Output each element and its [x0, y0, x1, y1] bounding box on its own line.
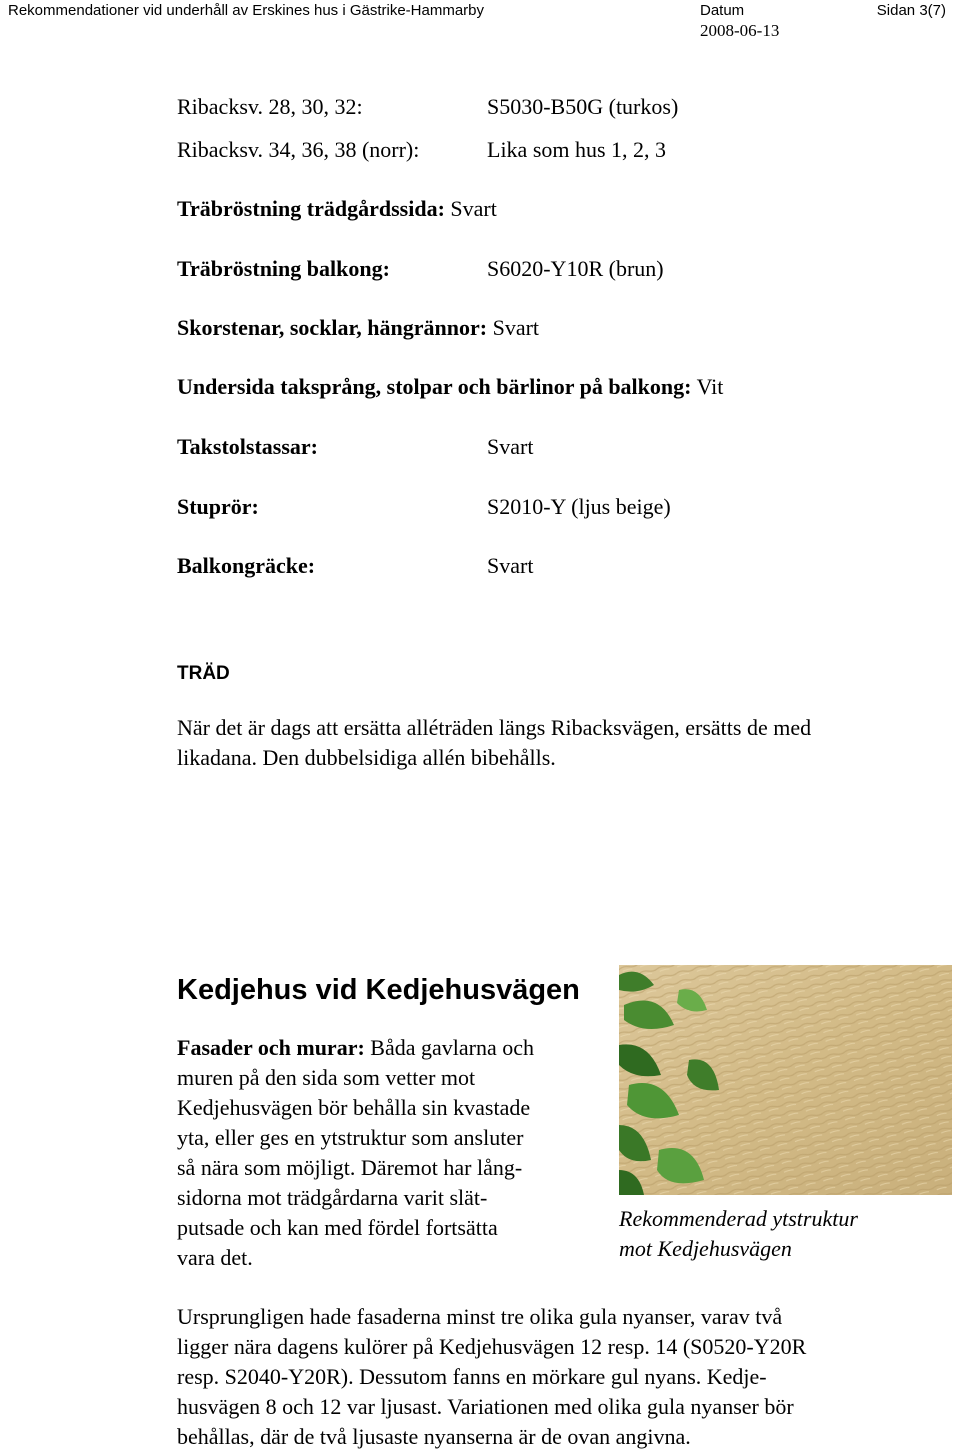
stupror-value: S2010-Y (ljus beige): [487, 494, 671, 519]
trad-heading: TRÄD: [177, 663, 230, 684]
caption-line: Rekommenderad ytstruktur: [619, 1206, 858, 1231]
trabrostning-tradgard-row: [177, 196, 497, 222]
fasader-first-line: [177, 1033, 534, 1063]
skorstenar-value: Svart: [492, 315, 540, 340]
trad-paragraph: [177, 713, 811, 773]
bottom-line: Ursprungligen hade fasaderna minst tre olika gula nyanser, varav två: [177, 1304, 783, 1329]
bottom-paragraph: [177, 1302, 806, 1452]
trad-line: När det är dags att ersätta alléträden längs Ribacksvägen, ersätts de med: [177, 715, 812, 740]
stupror-label: Stuprör:: [177, 494, 259, 519]
wall-texture-photo: [619, 965, 952, 1195]
undersida-value: Vit: [696, 374, 724, 399]
ribacksv-34-value: Lika som hus 1, 2, 3: [487, 137, 667, 162]
balkongracke-value: Svart: [487, 553, 534, 578]
trabrostning-balkong-value: S6020-Y10R (brun): [487, 256, 664, 281]
fasader-line: sidorna mot trädgårdarna varit slät-: [177, 1185, 488, 1210]
trabrostning-tradgard-value: Svart: [450, 196, 497, 221]
trabrostning-balkong-label: Träbröstning balkong:: [177, 256, 390, 281]
takstolstassar-value: Svart: [487, 434, 534, 459]
bottom-line: behållas, där de två ljusaste nyanserna är de ovan angivna.: [177, 1424, 691, 1449]
trad-line: likadana. Den dubbelsidiga allén bibehålls.: [177, 745, 556, 770]
fasader-line: Kedjehusvägen bör behålla sin kvastade: [177, 1095, 531, 1120]
caption-line: mot Kedjehusvägen: [619, 1236, 792, 1261]
header-page-number: Sidan 3(7): [876, 2, 946, 19]
fasader-line: muren på den sida som vetter mot: [177, 1065, 476, 1090]
kedjehus-heading: Kedjehus vid Kedjehusvägen: [177, 974, 580, 1006]
fasader-line: yta, eller ges en ytstruktur som ansluter: [177, 1125, 524, 1150]
balkongracke-label: Balkongräcke:: [177, 553, 316, 578]
undersida-label: Undersida taksprång, stolpar och bärlinor på balkong:: [177, 374, 692, 399]
fasader-first-line-rest: Båda gavlarna och: [370, 1035, 534, 1060]
photo-caption: [619, 1204, 858, 1264]
header-date: 2008-06-13: [700, 21, 780, 40]
fasader-label: Fasader och murar:: [177, 1035, 365, 1060]
ribacksv-28-value: S5030-B50G (turkos): [487, 94, 679, 119]
takstolstassar-label: Takstolstassar:: [177, 434, 318, 459]
fasader-line: vara det.: [177, 1245, 253, 1270]
bottom-line: ligger nära dagens kulörer på Kedjehusvägen 12 resp. 14 (S0520-Y20R: [177, 1334, 807, 1359]
header-title: Rekommendationer vid underhåll av Erskines hus i Gästrike-Hammarby: [8, 2, 485, 19]
ribacksv-28-label: Ribacksv. 28, 30, 32:: [177, 94, 363, 119]
header-datum-label: Datum: [700, 2, 745, 19]
fasader-line: så nära som möjligt. Däremot har lång-: [177, 1155, 523, 1180]
fasader-line: putsade och kan med fördel fortsätta: [177, 1215, 498, 1240]
undersida-row: [177, 374, 723, 400]
bottom-line: husvägen 8 och 12 var ljusast. Variationen med olika gula nyanser bör: [177, 1394, 794, 1419]
trabrostning-tradgard-label: Träbröstning trädgårdssida:: [177, 196, 445, 221]
skorstenar-row: [177, 315, 539, 341]
fasader-paragraph: [177, 1033, 534, 1273]
ribacksv-34-label: Ribacksv. 34, 36, 38 (norr):: [177, 137, 420, 162]
skorstenar-label: Skorstenar, socklar, hängrännor:: [177, 315, 488, 340]
bottom-line: resp. S2040-Y20R). Dessutom fanns en mörkare gul nyans. Kedje-: [177, 1364, 767, 1389]
